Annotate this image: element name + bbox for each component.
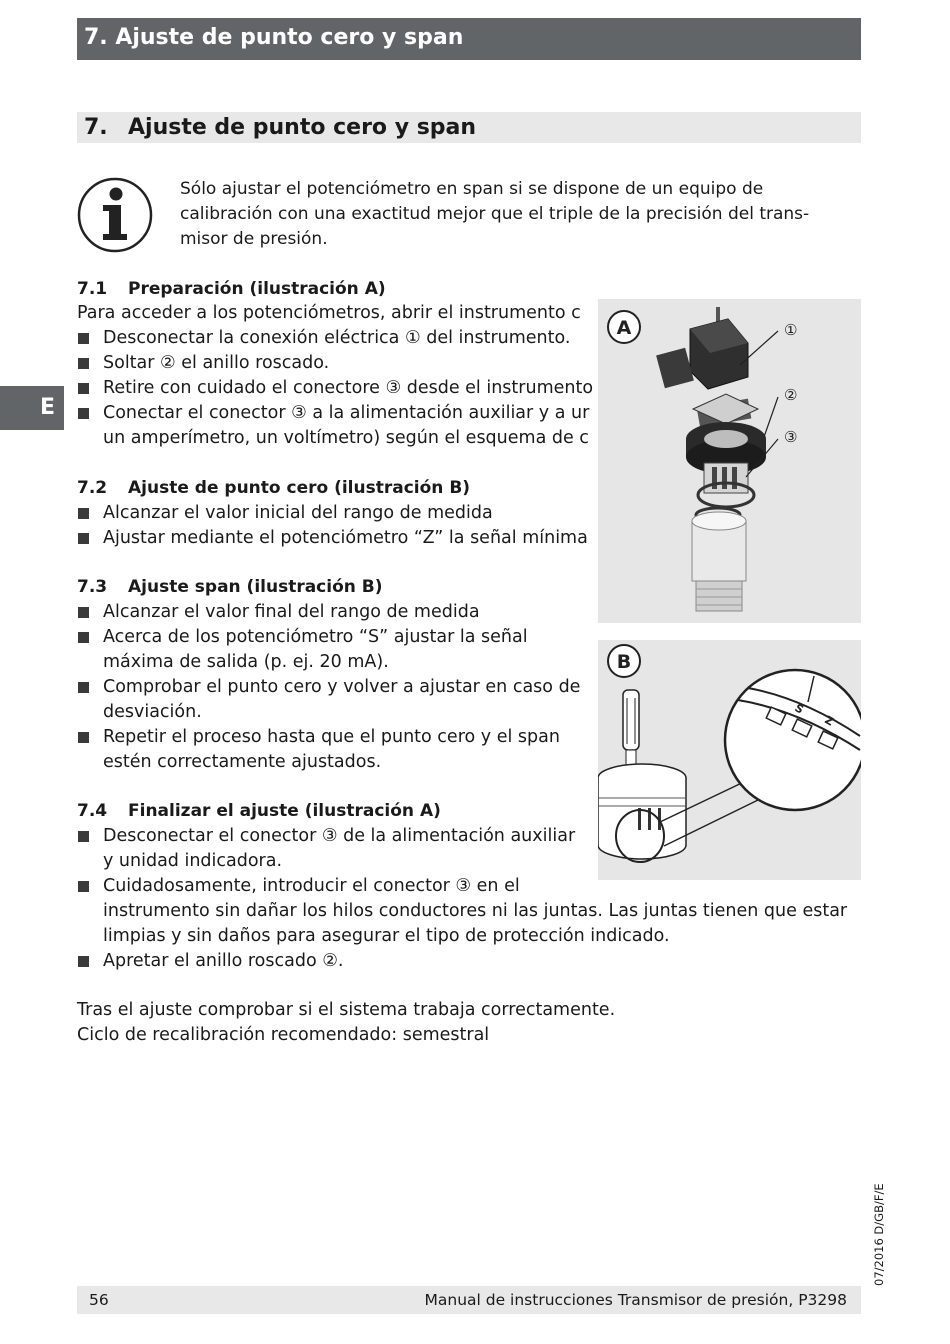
bullet-text: Alcanzar el valor final del rango de medida (103, 602, 480, 622)
bullet-text: Retire con cuidado el conectore ③ desde el instrumento (103, 378, 594, 398)
subsection-number: 7.3 (77, 577, 108, 597)
subsection-title: Ajuste de punto cero (ilustración B) (128, 478, 471, 498)
callout-2: ② (784, 386, 798, 404)
note-line: misor de presión. (180, 229, 328, 249)
note-line: calibración con una exactitud mejor que el triple de la precisión del trans- (180, 204, 810, 224)
note-text (180, 177, 860, 252)
subsection-heading-7-4 (77, 801, 441, 821)
note-line: Sólo ajustar el potenciómetro en span si se dispone de un equipo de (180, 179, 764, 199)
callout-3: ③ (784, 428, 798, 446)
figure-a-edge (598, 299, 604, 469)
bullet-continuation: un amperímetro, un voltímetro) según el esquema de c (103, 428, 589, 448)
figure-a-label: A (616, 317, 632, 339)
subsection-title: Ajuste span (ilustración B) (128, 577, 383, 597)
bullet-text: Soltar ② el anillo roscado. (103, 353, 330, 373)
bullet-text: Comprobar el punto cero y volver a ajustar en caso de (103, 677, 581, 697)
bullet-continuation: máxima de salida (p. ej. 20 mA). (103, 652, 389, 672)
subsection-heading-7-2 (77, 478, 470, 498)
info-icon (77, 177, 153, 253)
bullet-continuation: instrumento sin dañar los hilos conductores ni las juntas. Las juntas tienen que estar (103, 901, 848, 921)
bullet-continuation: y unidad indicadora. (103, 851, 283, 871)
bullet-text: Repetir el proceso hasta que el punto cero y el span (103, 727, 560, 747)
figure-b (598, 640, 861, 880)
footer-bar (77, 1286, 861, 1314)
bullet-text: Desconectar el conector ③ de la alimentación auxiliar (103, 826, 576, 846)
bullet-continuation: estén correctamente ajustados. (103, 752, 382, 772)
subsection-number: 7.1 (77, 279, 108, 299)
section-heading (77, 112, 861, 143)
bullet-text: Desconectar la conexión eléctrica ① del instrumento. (103, 328, 571, 348)
pot-label-z: Z (822, 713, 836, 729)
footer-title: Manual de instrucciones Transmisor de presión, P3298 (424, 1291, 847, 1309)
bullet-continuation: desviación. (103, 702, 202, 722)
bullet-text: Apretar el anillo roscado ②. (103, 951, 344, 971)
subsection-title: Preparación (ilustración A) (128, 279, 386, 299)
callout-1: ① (784, 321, 798, 339)
pot-label-s: S (792, 701, 806, 717)
paragraph: Para acceder a los potenciómetros, abrir el instrumento c (77, 303, 581, 323)
document-code: 07/2016 D/GB/F/E (872, 1183, 886, 1286)
figure-a (598, 299, 861, 623)
header-bar (77, 18, 861, 60)
subsection-heading-7-3 (77, 577, 383, 597)
header-title: 7. Ajuste de punto cero y span (84, 25, 464, 50)
subsection-heading-7-1 (77, 279, 386, 299)
figure-b-label: B (616, 651, 632, 673)
subsection-number: 7.2 (77, 478, 108, 498)
bullet-text: Ajustar mediante el potenciómetro “Z” la señal mínima (103, 528, 588, 548)
section-number: 7. (84, 115, 108, 140)
subsection-title: Finalizar el ajuste (ilustración A) (128, 801, 441, 821)
bullet-text: Conectar el conector ③ a la alimentación auxiliar y a ur (103, 403, 590, 423)
bullet-text: Alcanzar el valor inicial del rango de medida (103, 503, 493, 523)
section-title: Ajuste de punto cero y span (128, 115, 477, 140)
page-number: 56 (89, 1291, 109, 1309)
closing-line: Ciclo de recalibración recomendado: semestral (77, 1025, 490, 1045)
bullet-text: Cuidadosamente, introducir el conector ③ en el (103, 876, 520, 896)
language-tab-label: E (40, 395, 56, 420)
language-tab (0, 386, 64, 430)
closing-line: Tras el ajuste comprobar si el sistema trabaja correctamente. (77, 1000, 616, 1020)
bullet-text: Acerca de los potenciómetro “S” ajustar la señal (103, 627, 528, 647)
bullet-continuation: limpias y sin daños para asegurar el tipo de protección indicado. (103, 926, 670, 946)
subsection-number: 7.4 (77, 801, 108, 821)
